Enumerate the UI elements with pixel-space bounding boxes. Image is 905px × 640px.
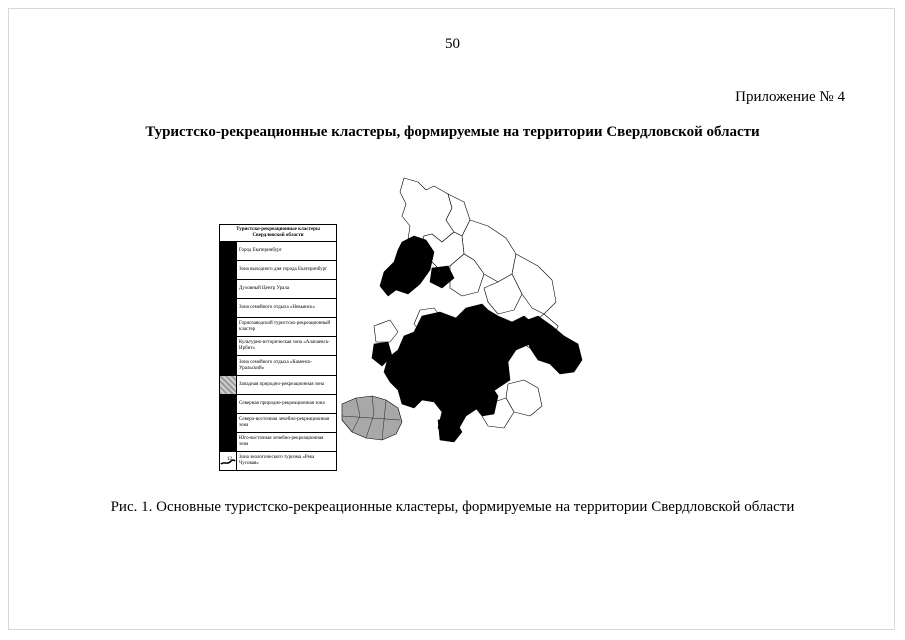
legend-label: Духовный Центр Урала	[239, 286, 290, 292]
map-district-white	[374, 320, 398, 342]
legend-item	[220, 356, 336, 375]
legend-label: Зона выходного дня города Екатеринбург	[239, 267, 328, 273]
legend-item	[220, 299, 336, 318]
legend-label: Зона семейного отдыха «Каменск-Уральский»	[239, 359, 313, 371]
legend-swatch	[220, 318, 237, 336]
legend-item	[220, 318, 336, 337]
legend-item	[220, 433, 336, 452]
legend-item	[220, 414, 336, 433]
page-number: 50	[445, 36, 460, 52]
legend-title: Туристско-рекреационные кластеры Свердловской области	[220, 225, 336, 242]
legend-item	[220, 395, 336, 414]
legend-item	[220, 376, 336, 395]
legend-label: Западная природно-рекреационная зона	[239, 381, 325, 387]
map-cluster-central	[384, 304, 534, 438]
legend-label: Зона экологического туризма «Река Чусовая»	[239, 454, 315, 466]
legend-swatch	[220, 299, 237, 317]
map-district-white	[512, 254, 556, 314]
river-marker-number: 12	[227, 456, 232, 462]
legend-swatch	[220, 414, 237, 432]
legend-swatch	[220, 242, 237, 260]
map-legend	[219, 224, 337, 471]
appendix-label: Приложение № 4	[735, 89, 845, 105]
legend-swatch	[220, 433, 237, 451]
map-cluster-north	[380, 236, 434, 296]
sverdlovsk-region-map	[338, 176, 588, 446]
legend-swatch	[220, 395, 237, 413]
legend-item	[220, 337, 336, 356]
legend-label: Город Екатеринбург	[239, 248, 282, 254]
legend-label: Горнозаводской туристско-рекреационный кластер	[239, 321, 331, 333]
legend-label: Северная природно-рекреационная зона	[239, 400, 325, 406]
legend-label: Зона семейного отдыха «Невьянск»	[239, 305, 316, 311]
legend-item	[220, 242, 336, 261]
legend-swatch	[220, 280, 237, 298]
legend-swatch	[220, 337, 237, 355]
figure-caption: Рис. 1. Основные туристско-рекреационные кластеры, формируемые на территории Свердловской области	[110, 499, 795, 515]
legend-label: Культурно-историческая зона «Алапаевск-Ирбит»	[239, 340, 330, 352]
river-route-icon	[220, 452, 237, 470]
legend-label: Северо-восточная лечебно-рекреационная зона	[239, 416, 330, 428]
legend-label: Юго-восточная лечебно-рекреационная зона	[239, 435, 324, 447]
page-title: Туристско-рекреационные кластеры, формируемые на территории Свердловской области	[145, 124, 760, 140]
legend-swatch	[220, 376, 237, 394]
legend-swatch	[220, 261, 237, 279]
legend-item	[220, 280, 336, 299]
legend-item	[220, 452, 336, 470]
legend-item	[220, 261, 336, 280]
legend-swatch	[220, 356, 237, 374]
